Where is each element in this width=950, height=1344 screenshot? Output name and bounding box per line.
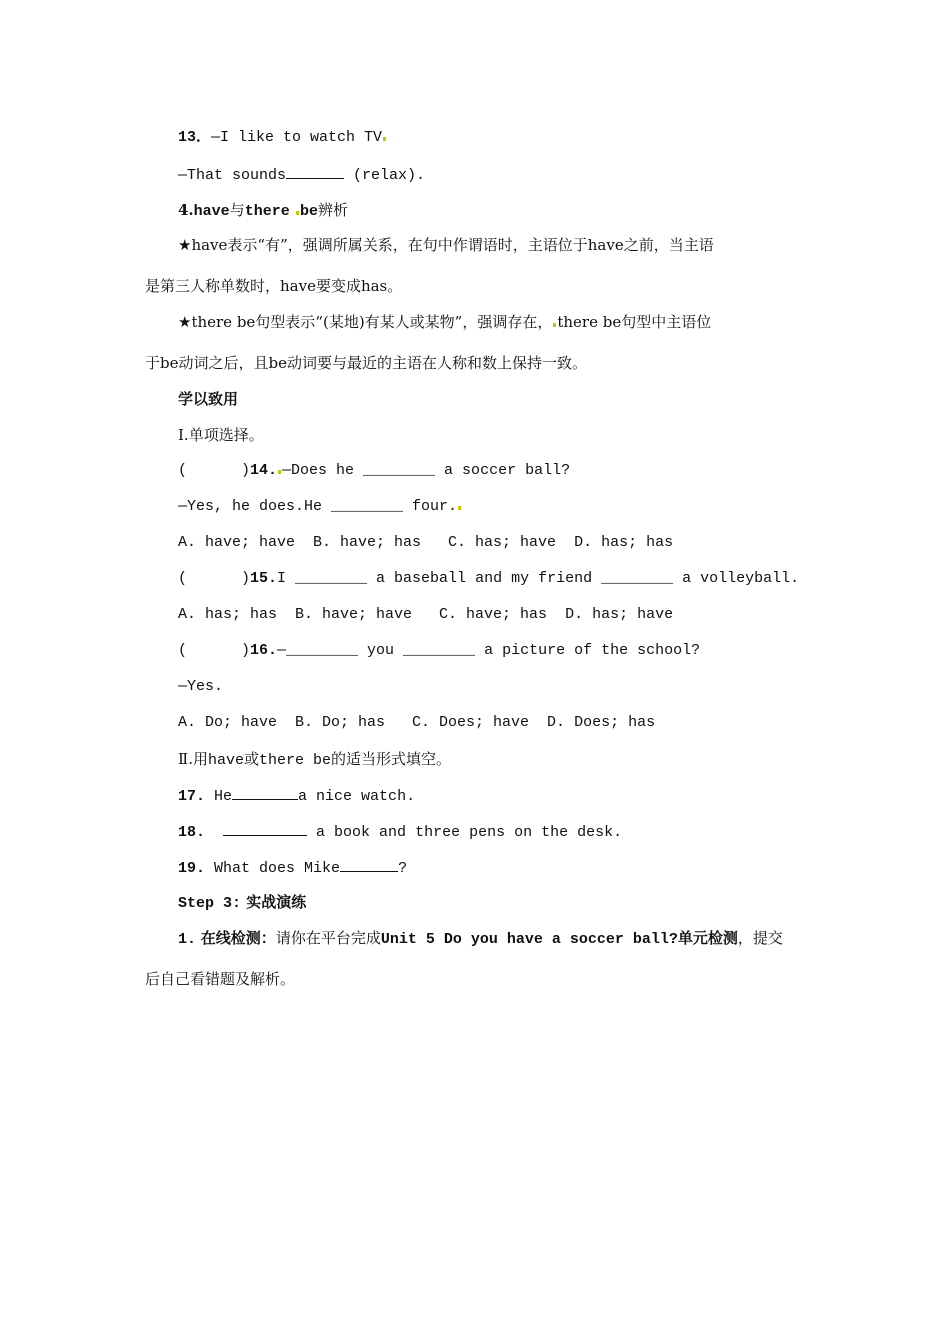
mark-icon xyxy=(458,506,461,510)
connector: 或 xyxy=(244,750,260,768)
step-label: Step 3: xyxy=(178,895,242,912)
answer-paren[interactable]: ( ) xyxy=(178,462,251,479)
answer-blank[interactable] xyxy=(340,857,398,872)
heading-tail: 辨析 xyxy=(317,201,348,219)
question-number: 14. xyxy=(250,462,278,479)
keyword-there: there xyxy=(244,203,290,220)
mark-icon xyxy=(278,470,281,474)
question-stem: —I like to watch TV xyxy=(211,129,383,146)
question-stem: a book and three pens on the desk. xyxy=(316,824,623,841)
question-18 xyxy=(178,821,622,843)
question-14-stem2 xyxy=(178,497,462,517)
question-13 xyxy=(178,128,387,148)
answer-blank[interactable] xyxy=(223,821,307,836)
roman-numeral: Ⅱ. xyxy=(178,750,193,768)
question-16-options: A. Do; have B. Do; has C. Does; have D. Does; has xyxy=(178,714,656,731)
question-14 xyxy=(178,461,570,481)
part-title: 用 xyxy=(192,750,208,768)
keyword-there-be: there be xyxy=(259,752,332,769)
note-have-line2: 是第三人称单数时，have要变成has。 xyxy=(145,277,403,295)
question-stem: He xyxy=(214,788,233,805)
question-16-stem2: —Yes. xyxy=(178,678,224,695)
apply-heading: 学以致用 xyxy=(178,390,239,408)
task-title: 在线检测： xyxy=(200,929,276,947)
keyword-be: be xyxy=(299,203,318,220)
question-number: 13． xyxy=(178,129,212,146)
question-stem: ? xyxy=(398,860,408,877)
question-number: 16. xyxy=(250,642,278,659)
task-text: ，提交 xyxy=(737,929,783,947)
keyword-have: have xyxy=(193,203,230,220)
question-15 xyxy=(178,569,799,589)
question-13-response xyxy=(178,164,425,186)
response-hint: (relax). xyxy=(344,167,426,184)
answer-paren[interactable]: ( ) xyxy=(178,570,251,587)
step-3-heading xyxy=(178,892,306,914)
question-19 xyxy=(178,857,407,879)
part-1-heading xyxy=(178,425,264,445)
answer-blank[interactable] xyxy=(286,164,344,179)
question-stem: —Yes, he does.He ________ four. xyxy=(178,498,458,515)
section-number: 4. xyxy=(178,201,194,219)
question-number: 15. xyxy=(250,570,278,587)
answer-blank[interactable] xyxy=(232,785,298,800)
part-title: 单项选择。 xyxy=(188,426,264,444)
question-number: 18. xyxy=(178,824,206,841)
question-14-options: A. have; have B. have; has C. has; have D. has; has xyxy=(178,534,674,551)
note-there-be-line1 xyxy=(178,312,711,332)
note-there-be-line2: 于be动词之后，且be动词要与最近的主语在人称和数上保持一致。 xyxy=(145,354,587,372)
task-text: 请你在平台完成 xyxy=(275,929,381,947)
answer-paren[interactable]: ( ) xyxy=(178,642,251,659)
question-17 xyxy=(178,785,415,807)
question-15-options: A. has; has B. have; have C. have; has D. has; have xyxy=(178,606,674,623)
unit-link[interactable]: Unit 5 Do you have a soccer ball?单元检测 xyxy=(380,931,738,948)
section-4-heading xyxy=(178,200,348,222)
question-stem: —Does he ________ a soccer ball? xyxy=(282,462,571,479)
roman-numeral: Ⅰ. xyxy=(178,426,189,444)
task-1-line2: 后自己看错题及解析。 xyxy=(145,970,296,988)
question-number: 17. xyxy=(178,788,206,805)
note-have-line1: ★have表示“有”，强调所属关系，在句中作谓语时，主语位于have之前，当主语 xyxy=(178,236,714,254)
question-stem: —________ you ________ a picture of the school? xyxy=(277,642,701,659)
question-stem: I ________ a baseball and my friend ________ a volleyball. xyxy=(277,570,800,587)
task-1-line1 xyxy=(178,928,783,950)
keyword-have: have xyxy=(207,752,244,769)
connector: 与 xyxy=(229,201,245,219)
mark-icon xyxy=(296,211,299,215)
part-title-tail: 的适当形式填空。 xyxy=(331,750,452,768)
response-text: —That sounds xyxy=(178,167,287,184)
question-stem: a nice watch. xyxy=(298,788,416,805)
part-2-heading xyxy=(178,749,451,771)
step-title: 实战演练 xyxy=(246,893,307,911)
question-number: 19. xyxy=(178,860,206,877)
note-text: there be句型中主语位 xyxy=(557,313,712,331)
question-stem: What does Mike xyxy=(214,860,341,877)
task-number: 1. xyxy=(178,931,197,948)
question-16 xyxy=(178,641,700,661)
note-text: ★there be句型表示“(某地)有某人或某物”，强调存在， xyxy=(178,313,553,331)
mark-icon xyxy=(383,137,386,141)
mark-icon xyxy=(553,323,556,327)
